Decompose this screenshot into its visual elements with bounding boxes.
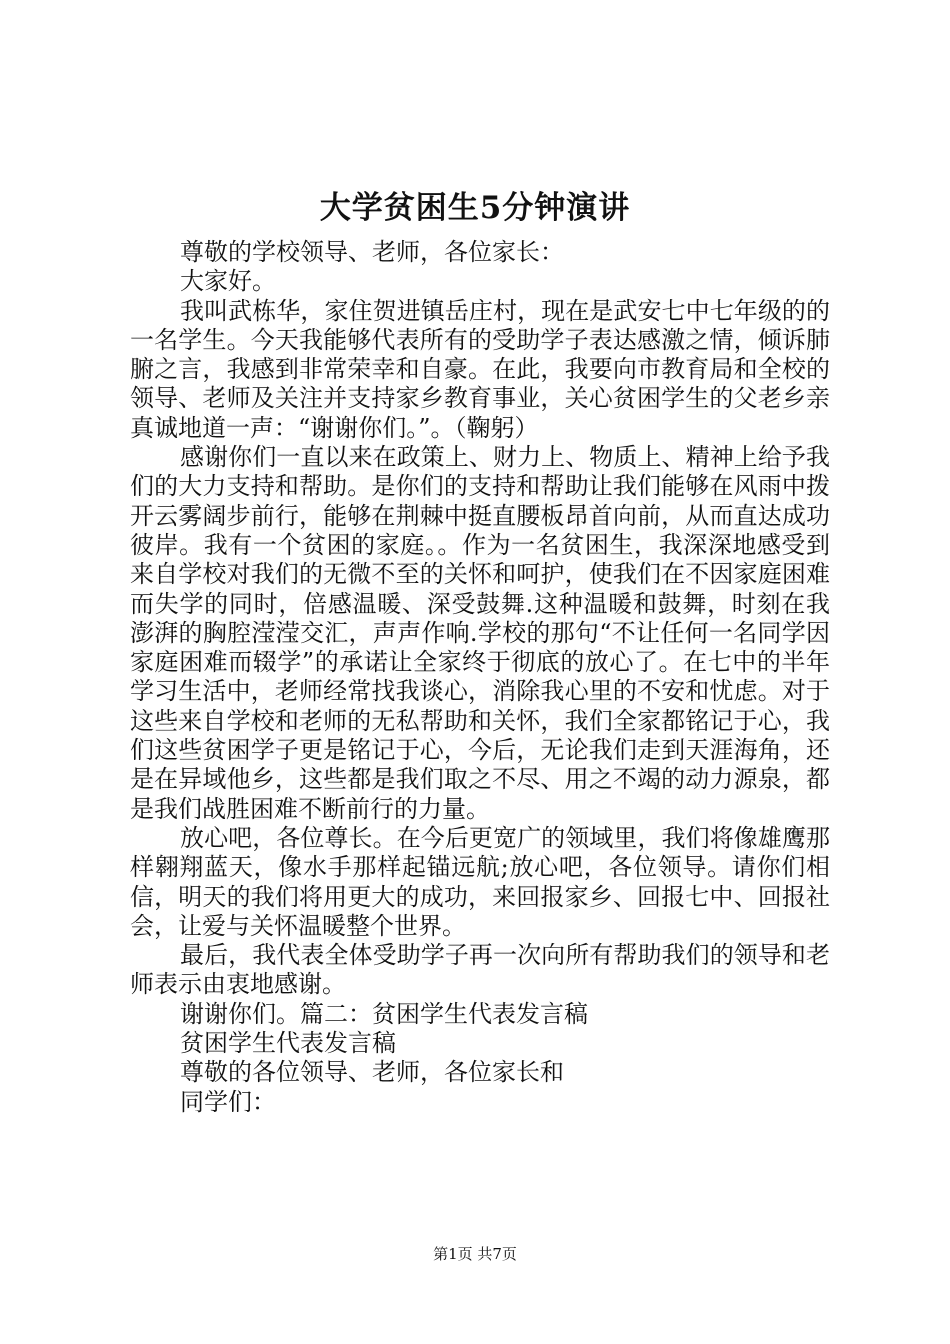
salutation-paragraph: 大家好。 <box>180 267 276 296</box>
document-title: 大学贫困生5分钟演讲 <box>319 190 631 226</box>
greeting-paragraph: 尊敬的学校领导、老师，各位家长： <box>180 238 564 266</box>
body-paragraph: 同学们： <box>180 1087 276 1116</box>
body-paragraph: 感谢你们一直以来在政策上、财力上、物质上、精神上给予我们的大力支持和帮助。是你们的支持和帮助让我们能够在风雨中拨开云雾阔步前行，能够在荆棘中挺直腰板昂首向前，从而直达成功彼岸。我有一个贫困的家庭。。作为一名贫困生，我深深地感受到来自学校对我们的无微不至的关怀和呵护，使我们在不因家庭困难而失学的同时，倍感温暖、深受鼓舞.这种温暖和鼓舞，时刻在我澎湃的胸腔滢滢交汇，声声作响.学校的那句“不让任何一名同学因家庭困难而辍学”的承诺让全家终于彻底的放心了。在七中的半年学习生活中，老师经常找我谈心，消除我心里的不安和忧虑。对于这些来自学校和老师的无私帮助和关怀，我们全家都铭记于心，我们这些贫困学子更是铭记于心，今后，无论我们走到天涯海角，还是在异域他乡，这些都是我们取之不尽、用之不竭的动力源泉，都是我们战胜困难不断前行的力量。 <box>130 443 830 823</box>
body-paragraph: 放心吧，各位尊长。在今后更宽广的领域里，我们将像雄鹰那样翱翔蓝天，像水手那样起锚远航;放心吧，各位领导。请你们相信，明天的我们将用更大的成功，来回报家乡、回报七中、回报社会，让爱与关怀温暖整个世界。 <box>130 823 830 940</box>
section-heading: 贫困学生代表发言稿 <box>180 1029 396 1058</box>
page-number-footer: 第1页 共7页 <box>433 1245 517 1263</box>
document-body <box>130 238 830 1117</box>
body-paragraph: 最后，我代表全体受助学子再一次向所有帮助我们的领导和老师表示由衷地感谢。 <box>130 941 830 999</box>
body-paragraph: 我叫武栋华，家住贺进镇岳庄村，现在是武安七中七年级的的一名学生。今天我能够代表所有的受助学子表达感激之情，倾诉肺腑之言，我感到非常荣幸和自豪。在此，我要向市教育局和全校的领导、老师及关注并支持家乡教育事业，关心贫困学生的父老乡亲真诚地道一声：“谢谢你们。”。（鞠躬） <box>130 296 830 442</box>
body-paragraph: 尊敬的各位领导、老师，各位家长和 <box>180 1058 564 1087</box>
body-paragraph: 谢谢你们。篇二：贫困学生代表发言稿 <box>180 999 588 1028</box>
